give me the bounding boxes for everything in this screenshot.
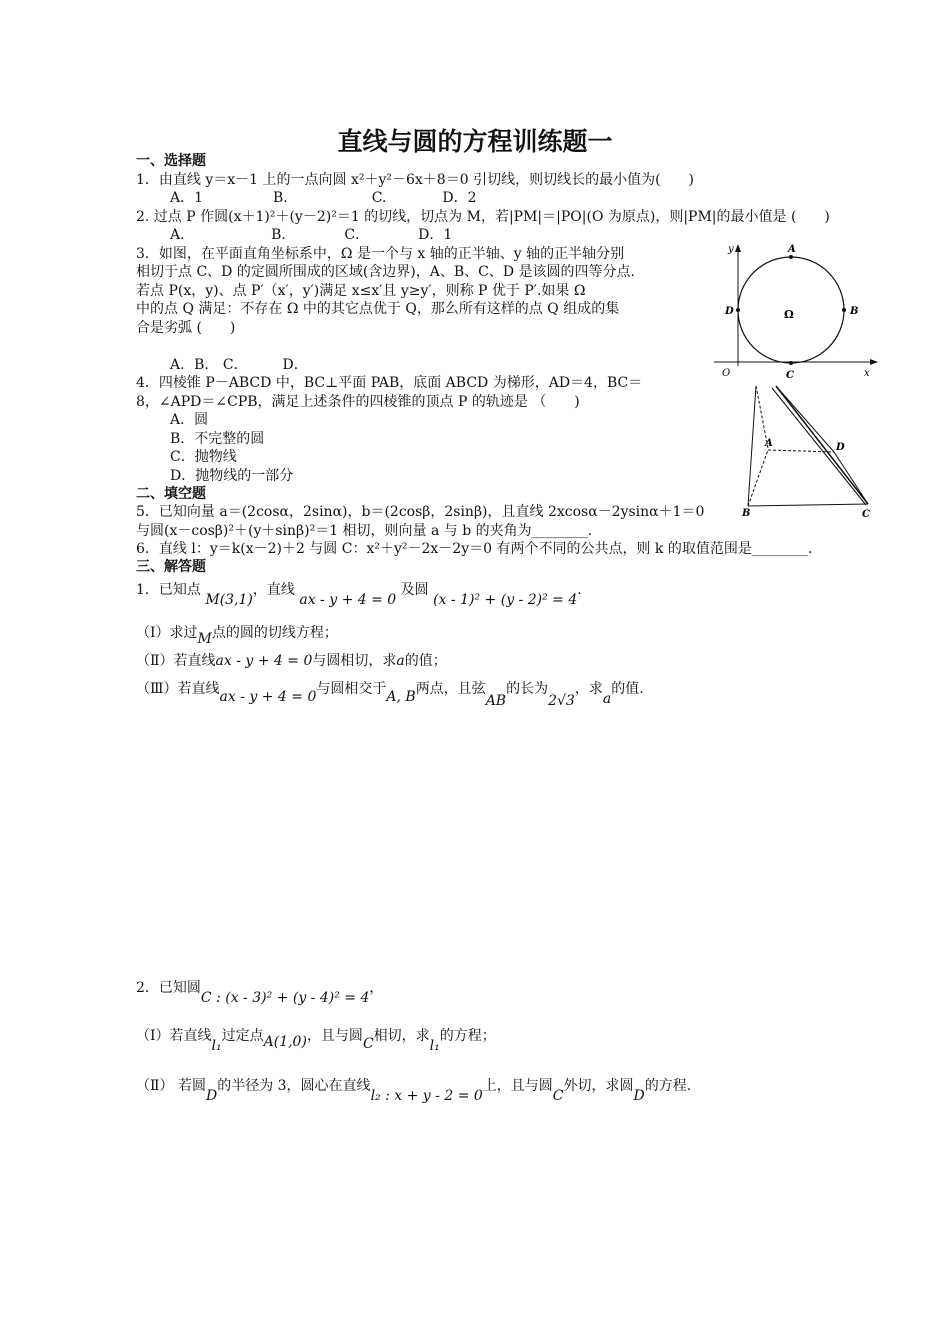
p1-part-iii: （Ⅲ）若直线ax - y + 4 = 0与圆相交于A, B两点，且弦AB的长为2√3，求a的值. <box>136 681 644 709</box>
q4-option: A．圆 <box>170 412 209 428</box>
p2-part-i: （Ⅰ）若直线l₁过定点A(1,0)，且与圆C相切，求l₁的方程； <box>136 1028 496 1054</box>
q3-options: A．B． C． D． <box>170 357 308 373</box>
label-c: C <box>862 509 870 520</box>
p1-part-i: （Ⅰ）求过M点的圆的切线方程； <box>136 625 338 647</box>
edge-dc <box>834 452 868 504</box>
label-b: B <box>742 508 751 519</box>
q3-line: 3．如图，在平面直角坐标系中，Ω 是一个与 x 轴的正半轴、y 轴的正半轴分别 <box>136 246 625 262</box>
q3-line: 若点 P(x，y)、点 P′（x′，y′)满足 x≤x′且 y≥y′，则称 P 优于 P′.如果 Ω <box>136 283 586 299</box>
p1-line-eq: ax - y + 4 = 0 <box>299 592 397 608</box>
edge-bc <box>748 504 868 506</box>
q5-line: 5．已知向量 a＝(2cosα，2sinα)，b＝(2cosβ，2sinβ)，且直线 2xcosα－2ysinα＋1＝0 <box>136 504 705 520</box>
y-axis-arrow <box>735 244 741 252</box>
label-o: O <box>722 368 731 379</box>
label-a: A <box>788 244 796 255</box>
label-d: D <box>725 306 734 317</box>
p2-part-ii: （Ⅱ） 若圆D的半径为 3，圆心在直线l₂ : x + y - 2 = 0上，且与圆C外切，求圆D的方程. <box>136 1078 692 1104</box>
x-axis-arrow <box>870 359 878 365</box>
label-y: y <box>728 244 734 255</box>
point-d <box>736 308 740 312</box>
point-c <box>789 361 793 365</box>
figure-circle-coordinate <box>712 238 880 388</box>
p1-intro: 1．已知点 M(3,1)，直线 ax - y + 4 = 0 及圆 (x - 1)² + (y - 2)² = 4. <box>136 582 582 608</box>
p1-point-m: M(3,1) <box>205 592 253 608</box>
label-d: D <box>836 442 845 453</box>
q3-line: 相切于点 C、D 的定圆所围成的区域(含边界)，A、B、C、D 是该圆的四等分点. <box>136 264 635 280</box>
section-answer: 三、解答题 <box>136 559 206 575</box>
label-a: A <box>765 438 773 449</box>
point-b <box>842 308 846 312</box>
label-x: x <box>864 368 870 379</box>
label-omega: Ω <box>784 308 794 321</box>
edge-pd <box>776 386 834 452</box>
p1-circle-eq: (x - 1)² + (y - 2)² = 4 <box>433 592 578 608</box>
label-b: B <box>850 306 859 317</box>
label-c: C <box>786 370 794 381</box>
q2-text: 2. 过点 P 作圆(x＋1)²＋(y－2)²＝1 的切线，切点为 M，若|PM|＝|PO|(O 为原点)，则|PM|的最小值是 ( ) <box>136 209 830 225</box>
p1-part-ii: （Ⅱ）若直线ax - y + 4 = 0与圆相切，求a的值； <box>136 653 447 669</box>
section-fill: 二、填空题 <box>136 486 206 502</box>
edge-ad <box>768 450 834 452</box>
p2-intro: 2．已知圆C : (x - 3)² + (y - 4)² = 4， <box>136 980 384 1006</box>
q4-line: 4．四棱锥 P－ABCD 中，BC⊥平面 PAB，底面 ABCD 为梯形，AD＝4，BC＝ <box>136 375 643 391</box>
q2-options: A． B． C． D．1 <box>170 227 453 243</box>
q3-line: 合是劣弧 ( ) <box>136 320 236 336</box>
q1-options: A．1 B. C. D．2 <box>170 190 477 206</box>
q5-line: 与圆(x－cosβ)²＋(y＋sinβ)²＝1 相切，则向量 a 与 b 的夹角为________. <box>136 523 593 539</box>
q3-line: 中的点 Q 满足：不存在 Ω 中的其它点优于 Q，那么所有这样的点 Q 组成的集 <box>136 301 620 317</box>
q1-text: 1．由直线 y＝x－1 上的一点向圆 x²＋y²－6x＋8＝0 引切线，则切线长的最小值为( ) <box>136 172 694 188</box>
edge-pc-1 <box>776 386 868 504</box>
q4-option: D．抛物线的一部分 <box>170 468 294 484</box>
figure-pyramid <box>738 384 880 522</box>
page-title: 直线与圆的方程训练题一 <box>337 127 613 156</box>
point-a <box>789 255 793 259</box>
section-choice: 一、选择题 <box>136 153 206 169</box>
edge-pc-2 <box>772 388 866 505</box>
q6-text: 6．直线 l：y＝k(x－2)＋2 与圆 C：x²＋y²－2x－2y＝0 有两个不同的公共点，则 k 的取值范围是________. <box>136 541 813 557</box>
edge-pb <box>748 386 756 506</box>
p2-circle-eq: C : (x - 3)² + (y - 4)² = 4 <box>200 990 370 1006</box>
q4-line: 8，∠APD＝∠CPB，满足上述条件的四棱锥的顶点 P 的轨迹是 （ ) <box>136 394 580 410</box>
q4-option: B．不完整的圆 <box>170 431 265 447</box>
q4-option: C．抛物线 <box>170 449 237 465</box>
